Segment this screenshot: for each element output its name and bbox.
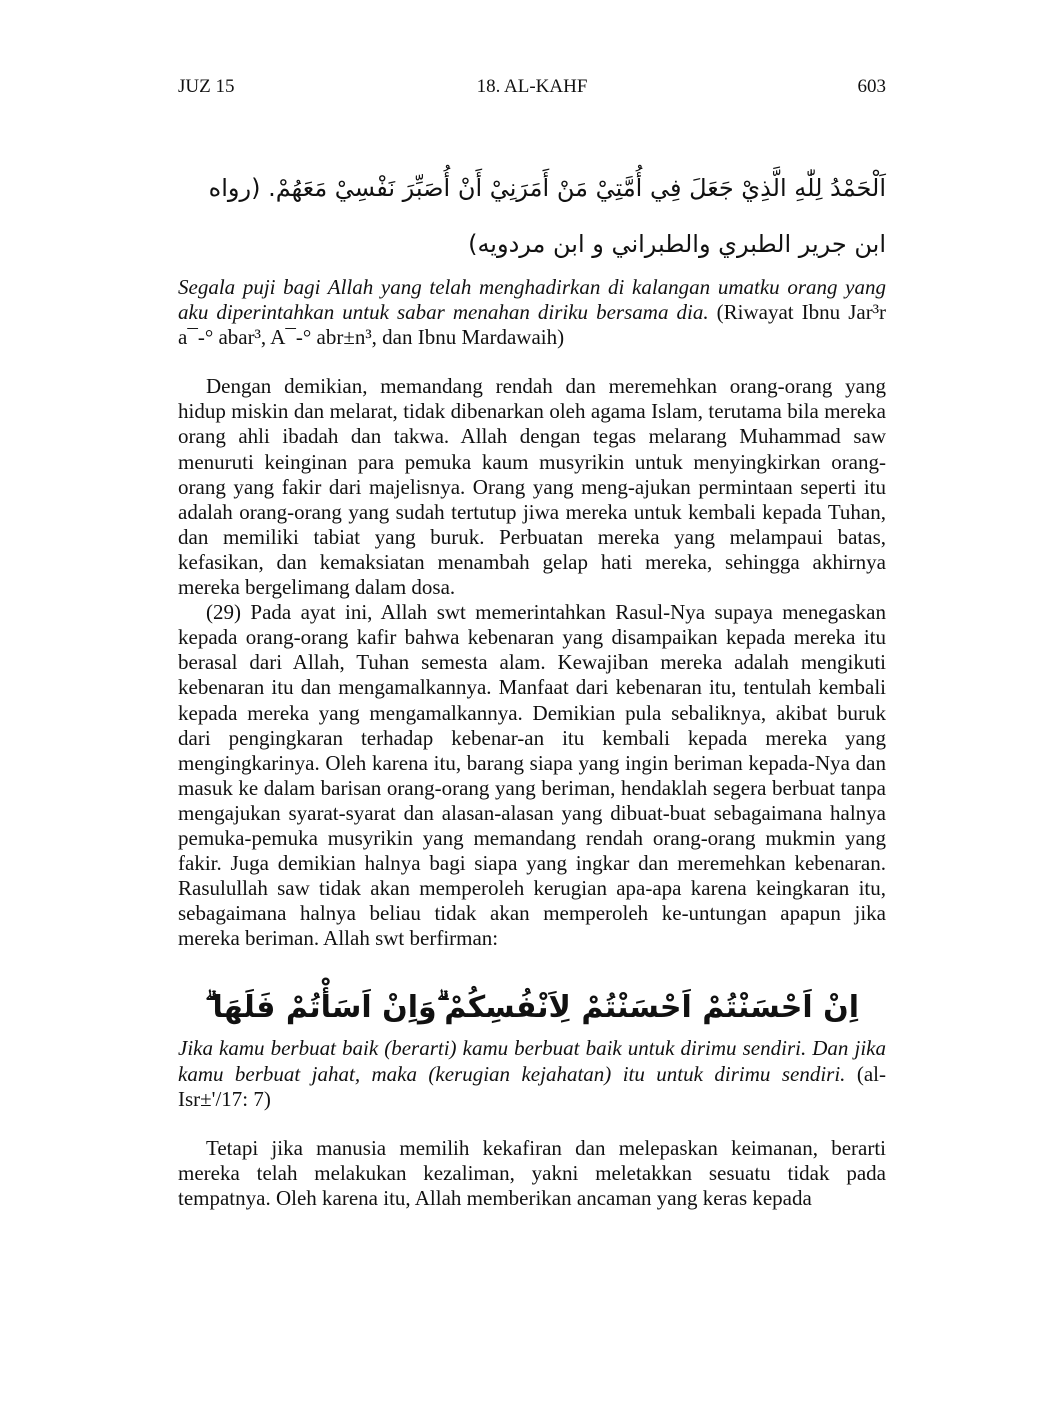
paragraph-3: Tetapi jika manusia memilih kekafiran dan melepaskan keimanan, berarti mereka telah melakukan kezaliman, yakni meletakkan sesuatu tidak pada tempatnya. Oleh karena itu, Allah memberikan ancaman yang keras kepada	[178, 1135, 886, 1210]
paragraph-2: (29) Pada ayat ini, Allah swt memerintahkan Rasul-Nya supaya menegaskan kepada orang-orang kafir bahwa kebenaran yang disampaikan kepada mereka itu berasal dari Allah, Tuhan semesta alam. Kewajiban mereka adalah mengikuti kebenaran itu dan mengamalkannya. Manfaat dari kebenaran itu, tentulah kembali kepada mereka yang mengamalkannya. Demikian pula sebaliknya, akibat buruk dari pengingkaran terhadap kebenar-an itu kembali kepada mereka yang mengingkarinya. Oleh karena itu, barang siapa yang ingin beriman kepada-Nya dan masuk ke dalam barisan orang-orang yang beriman, hendaklah segera berbuat tanpa mengajukan syarat-syarat dan alasan-alasan yang dibuat-buat sebagaimana halnya pemuka-pemuka musyrikin yang memandang rendah orang-orang mukmin yang fakir. Juga demikian halnya bagi siapa yang ingkar dan meremehkan kebenaran. Rasulullah saw tidak akan memperoleh kerugian apa-apa karena keingkaran itu, sebagaimana halnya beliau tidak akan memperoleh ke-untungan apapun jika mereka beriman. Allah swt berfirman:	[178, 600, 886, 951]
hadith-source: (Riwayat Ibnu Jar³r a¯-° abar³, A¯-° abr±n³, dan Ibnu Mardawaih)	[178, 300, 887, 350]
paragraph-1: Dengan demikian, memandang rendah dan meremehkan orang-orang yang hidup miskin dan melarat, tidak dibenarkan oleh agama Islam, terutama bila mereka orang ahli ibadah dan takwa. Allah dengan tegas melarang Muhammad saw menuruti keinginan para pemuka kaum musyrikin untuk menyingkirkan orang-orang yang fakir dari majelisnya. Orang yang meng-ajukan permintaan seperti itu adalah orang-orang yang sudah tertutup jiwa mereka untuk kembali kepada Tuhan, dan memiliki tabiat yang buruk. Perbuatan mereka yang melampaui batas, kefasikan, dan kemaksiatan menambah gelap hati mereka, sehingga akhirnya mereka bergelimang dalam dosa.	[178, 374, 886, 600]
verse-translation-text: Jika kamu berbuat baik (berarti) kamu berbuat baik untuk dirimu sendiri. Dan jika kamu berbuat jahat, maka (kerugian kejahatan) itu untuk dirimu sendiri.	[178, 1036, 886, 1086]
verse-arabic: اِنْ اَحْسَنْتُمْ اَحْسَنْتُمْ لِاَنْفُسِكُمْ ۗوَاِنْ اَسَأْتُمْ فَلَهَا ۗ	[204, 990, 860, 1026]
hadith-translation-text: Segala puji bagi Allah yang telah menghadirkan di kalangan umatku orang yang aku diperintahkan untuk sabar menahan diriku bersama dia.	[178, 275, 886, 325]
surah-title: 18. AL-KAHF	[476, 76, 588, 97]
verse-source: (al-Isr±'/17: 7)	[178, 1061, 886, 1111]
juz-label: JUZ 15	[178, 76, 235, 97]
page-content	[178, 160, 886, 1211]
hadith-arabic: اَلْحَمْدُ لِلّٰهِ الَّذِيْ جَعَلَ فِي أُمَّتِيْ مَنْ أَمَرَنِيْ أَنْ أُصَبِّرَ نَفْسِيْ مَعَهُمْ. (رواه ابن جرير الطبري والطبراني و ابن مردويه)	[208, 174, 886, 258]
page-header	[178, 76, 886, 100]
page-number: 603	[857, 76, 886, 97]
verse-translation	[178, 1036, 886, 1111]
hadith-translation	[178, 275, 886, 350]
